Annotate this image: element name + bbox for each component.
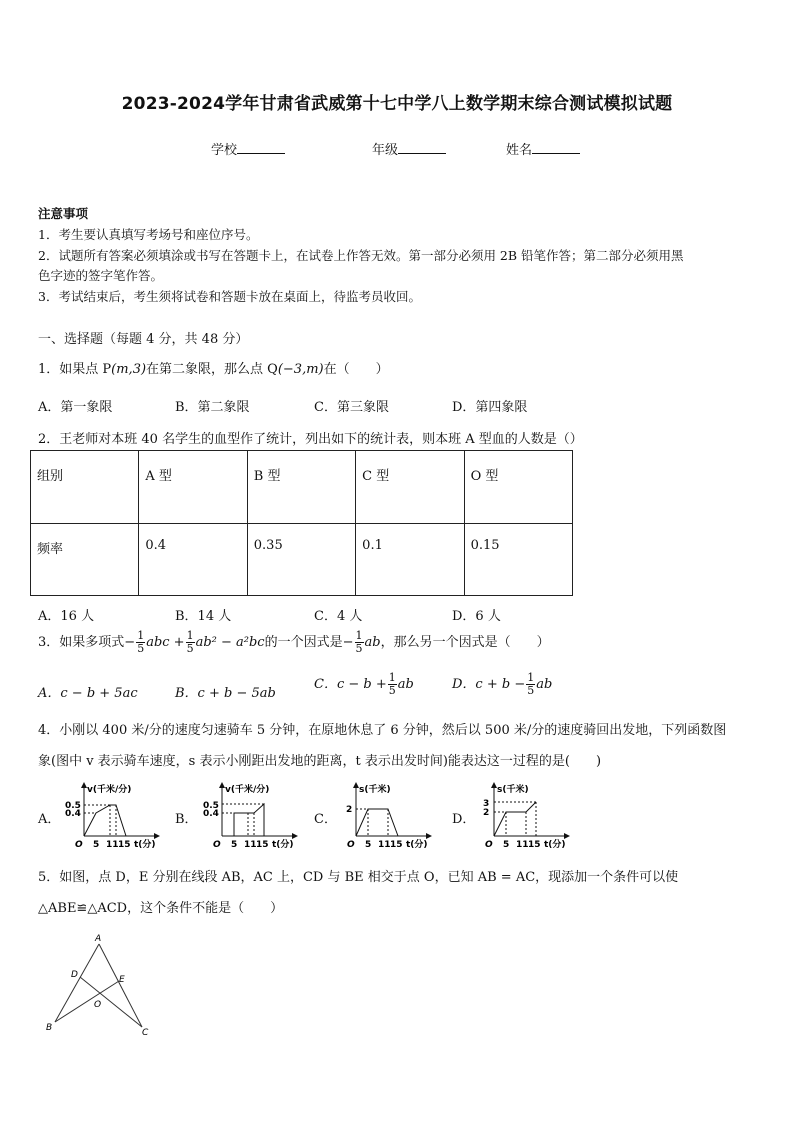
point-label: C	[142, 1028, 149, 1038]
fraction: $\frac{1}{5}$	[388, 671, 396, 697]
x-axis-label: t(分)	[134, 840, 156, 850]
y-axis-label: v(千米/分)	[225, 785, 270, 795]
name-label: 姓名	[506, 143, 533, 158]
origin-label: O	[485, 840, 493, 850]
table-cell: O 型	[464, 451, 572, 524]
section-heading: 一、选择题（每题 4 分，共 48 分）	[38, 332, 249, 347]
q1-option-c[interactable]: C．第三象限	[314, 400, 389, 415]
notes-heading: 注意事项	[38, 206, 89, 221]
table-cell: 0.15	[464, 523, 572, 596]
graph-d	[472, 780, 572, 850]
tick-label: 0.4	[65, 809, 81, 819]
q3-option-b[interactable]: B．c + b − 5ab	[175, 686, 276, 701]
q3-term: ab² − a²bc	[195, 635, 265, 650]
question-5-line2: △ABE≌△ACD，这个条件不能是（ ）	[38, 901, 284, 916]
fraction: $\frac{1}{5}$	[527, 671, 535, 697]
q1-post: 在（ ）	[323, 362, 389, 377]
question-4-line2: 象(图中 v 表示骑车速度，s 表示小刚距出发地的距离，t 表示出发时间)能表达这一过程的是( )	[38, 754, 602, 769]
question-1	[38, 358, 389, 377]
note-item: 3．考试结束后，考生须将试卷和答题卡放在桌面上，待监考员收回。	[38, 289, 421, 304]
x-axis-label: t(分)	[544, 840, 566, 850]
table-cell: 组别	[31, 451, 139, 524]
tick-label: 5	[231, 840, 238, 850]
table-cell: B 型	[247, 451, 355, 524]
point-label: E	[119, 975, 125, 985]
note-item: 色字迹的签字笔作答。	[38, 268, 164, 283]
fraction: $\frac{1}{5}$	[186, 629, 194, 655]
tick-label: 3	[483, 799, 490, 809]
table-cell: C 型	[356, 451, 464, 524]
table-cell: A 型	[139, 451, 247, 524]
tick-label: 5	[93, 840, 100, 850]
question-2: 2．王老师对本班 40 名学生的血型作了统计，列出如下的统计表，则本班 A 型血的人数是（）	[38, 432, 583, 447]
tick-label: 11	[378, 840, 391, 850]
tick-label: 11	[244, 840, 257, 850]
point-label: A	[95, 934, 102, 944]
question-4-line1: 4．小刚以 400 米/分的速度匀速骑车 5 分钟，在原地休息了 6 分钟，然后以 500 米/分的速度骑回出发地，下列函数图	[38, 723, 727, 738]
tick-label: 0.4	[203, 809, 219, 819]
grade-blank[interactable]	[398, 142, 446, 154]
origin-label: O	[347, 840, 355, 850]
tick-label: 2	[483, 808, 490, 818]
q1-option-b[interactable]: B．第二象限	[175, 400, 250, 415]
q3-mid: 的一个因式是	[264, 635, 343, 650]
question-3: 3．如果多项式− $\frac{1}{5}$ abc + $\frac{1}{5}$ ab² − a²bc的一个因式是− $\frac{1}{5}$ ab，那么另一个因式是（ ）	[38, 629, 550, 655]
tick-label: 15	[256, 840, 269, 850]
question-5-line1: 5．如图，点 D，E 分别在线段 AB，AC 上，CD 与 BE 相交于点 O，已知 AB = AC，现添加一个条件可以使	[38, 870, 679, 885]
origin-label: O	[213, 840, 221, 850]
point-label: O	[94, 1000, 102, 1010]
q2-option-d[interactable]: D．6 人	[452, 609, 501, 624]
q3-pre: 3．如果多项式	[38, 635, 125, 650]
school-label: 学校	[211, 143, 238, 158]
table-cell: 0.1	[356, 523, 464, 596]
origin-label: O	[75, 840, 83, 850]
tick-label: 15	[528, 840, 541, 850]
page-title: 2023-2024学年甘肃省武威第十七中学八上数学期末综合测试模拟试题	[121, 94, 673, 114]
q2-option-a[interactable]: A．16 人	[38, 609, 95, 624]
q1-option-d[interactable]: D．第四象限	[452, 400, 528, 415]
q1-option-a[interactable]: A．第一象限	[38, 400, 113, 415]
q3-term: abc +	[146, 635, 185, 650]
school-blank[interactable]	[237, 142, 285, 154]
q4-option-b[interactable]: B．	[175, 812, 198, 827]
q1-pre: 1．如果点 P	[38, 362, 112, 377]
q4-option-d[interactable]: D．	[452, 812, 476, 827]
school-field	[211, 139, 285, 158]
name-field	[506, 139, 580, 158]
grade-field	[372, 139, 446, 158]
q3-factor: ab	[364, 635, 381, 650]
tick-label: 11	[516, 840, 529, 850]
fraction: $\frac{1}{5}$	[355, 629, 363, 655]
q1-point-q: (−3,m)	[277, 362, 324, 377]
graph-a	[62, 780, 162, 850]
tick-label: 2	[346, 805, 353, 815]
table-row	[31, 523, 573, 596]
x-axis-label: t(分)	[406, 840, 428, 850]
q1-mid: 在第二象限，那么点 Q	[146, 362, 278, 377]
point-label: B	[46, 1023, 53, 1033]
y-axis-label: s(千米)	[497, 785, 529, 795]
table-cell: 0.35	[247, 523, 355, 596]
tick-label: 0.5	[203, 801, 219, 811]
triangle-figure	[40, 930, 160, 1040]
tick-label: 15	[118, 840, 131, 850]
q3-option-d[interactable]: D．c + b − $\frac{1}{5}$ ab	[452, 671, 553, 697]
q4-option-a[interactable]: A．	[38, 812, 61, 827]
table-cell: 频率	[31, 523, 139, 596]
graph-c	[334, 780, 434, 850]
q2-option-b[interactable]: B．14 人	[175, 609, 232, 624]
tick-label: 0.5	[65, 801, 81, 811]
tick-label: 11	[106, 840, 119, 850]
blood-type-table	[30, 450, 573, 596]
name-blank[interactable]	[532, 142, 580, 154]
point-label: D	[71, 970, 78, 980]
table-row	[31, 451, 573, 524]
q4-option-c[interactable]: C．	[314, 812, 337, 827]
q3-option-c[interactable]: C．c − b + $\frac{1}{5}$ ab	[314, 671, 414, 697]
y-axis-label: v(千米/分)	[87, 785, 132, 795]
q3-option-a[interactable]: A．c − b + 5ac	[38, 686, 138, 701]
table-cell: 0.4	[139, 523, 247, 596]
q1-point-p: (m,3)	[111, 362, 147, 377]
tick-label: 5	[503, 840, 510, 850]
y-axis-label: s(千米)	[359, 785, 391, 795]
note-item: 2．试题所有答案必须填涂或书写在答题卡上，在试卷上作答无效。第一部分必须用 2B 铅笔作答；第二部分必须用黑	[38, 248, 684, 263]
q2-option-c[interactable]: C．4 人	[314, 609, 363, 624]
tick-label: 5	[365, 840, 372, 850]
tick-label: 15	[390, 840, 403, 850]
grade-label: 年级	[372, 143, 399, 158]
note-item: 1．考生要认真填写考场号和座位序号。	[38, 227, 259, 242]
fraction: $\frac{1}{5}$	[137, 629, 145, 655]
graph-b	[200, 780, 300, 850]
x-axis-label: t(分)	[272, 840, 294, 850]
q3-post: ，那么另一个因式是（ ）	[380, 635, 550, 650]
